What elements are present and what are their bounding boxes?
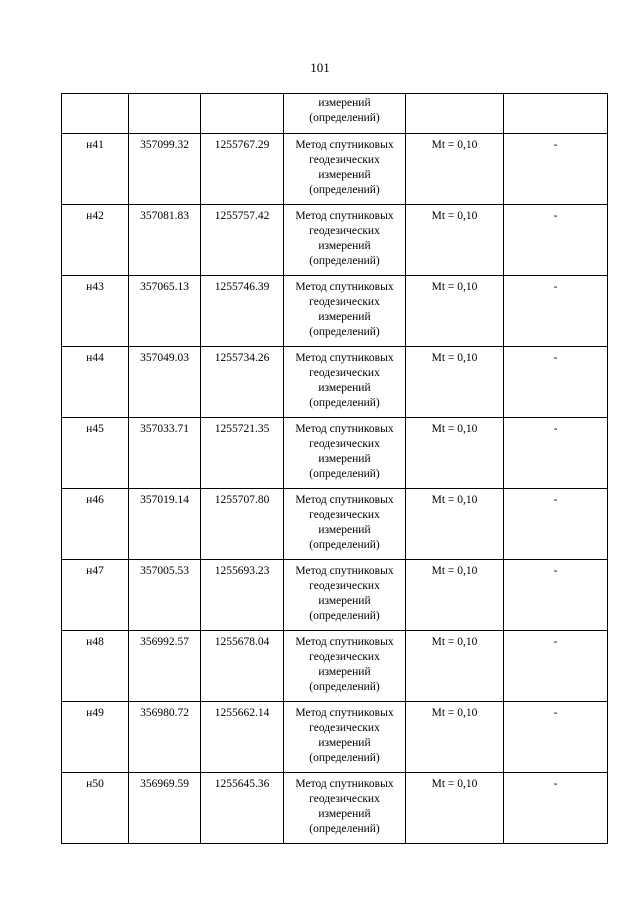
method-line: Метод спутниковых: [295, 139, 394, 151]
cell-x: 357065.13: [129, 276, 201, 347]
method-line: Метод спутниковых: [295, 494, 394, 506]
method-line: геодезических: [309, 367, 380, 379]
method-line: (определений): [309, 752, 380, 764]
method-line: измерений: [318, 169, 371, 181]
table-row: [62, 560, 608, 631]
cell-point: н43: [62, 276, 129, 347]
cell-point: н48: [62, 631, 129, 702]
cell-note: -: [504, 773, 608, 844]
table-row: [62, 134, 608, 205]
page-number: 101: [310, 60, 330, 75]
method-line: измерений: [318, 311, 371, 323]
cell-point: [62, 94, 129, 134]
method-line: измерений: [318, 453, 371, 465]
cell-method: [284, 631, 406, 702]
cell-accuracy: Mt = 0,10: [406, 205, 504, 276]
cell-y: 1255678.04: [201, 631, 284, 702]
method-line: (определений): [309, 184, 380, 196]
cell-x: 357033.71: [129, 418, 201, 489]
cell-method: [284, 560, 406, 631]
cell-y: 1255645.36: [201, 773, 284, 844]
cell-method: [284, 134, 406, 205]
cell-y: 1255757.42: [201, 205, 284, 276]
cell-y: [201, 94, 284, 134]
method-line: Метод спутниковых: [295, 636, 394, 648]
method-line: (определений): [309, 539, 380, 551]
method-line: геодезических: [309, 438, 380, 450]
method-line: Метод спутниковых: [295, 565, 394, 577]
method-line: (определений): [309, 326, 380, 338]
cell-accuracy: Mt = 0,10: [406, 560, 504, 631]
table-row: [62, 631, 608, 702]
cell-x: 356992.57: [129, 631, 201, 702]
cell-note: -: [504, 631, 608, 702]
cell-method: [284, 418, 406, 489]
cell-y: 1255693.23: [201, 560, 284, 631]
cell-accuracy: Mt = 0,10: [406, 702, 504, 773]
table-row: [62, 418, 608, 489]
cell-method: [284, 489, 406, 560]
cell-point: н47: [62, 560, 129, 631]
method-line: (определений): [309, 823, 380, 835]
cell-point: н46: [62, 489, 129, 560]
cell-note: -: [504, 276, 608, 347]
method-line: (определений): [309, 610, 380, 622]
cell-point: н41: [62, 134, 129, 205]
method-line: геодезических: [309, 225, 380, 237]
cell-note: -: [504, 347, 608, 418]
cell-y: 1255746.39: [201, 276, 284, 347]
cell-accuracy: Mt = 0,10: [406, 347, 504, 418]
cell-accuracy: Mt = 0,10: [406, 631, 504, 702]
cell-point: н44: [62, 347, 129, 418]
table-row: [62, 773, 608, 844]
cell-y: 1255721.35: [201, 418, 284, 489]
coordinates-table: [61, 93, 608, 844]
method-line: измерений: [318, 666, 371, 678]
cell-y: 1255734.26: [201, 347, 284, 418]
method-line: измерений: [318, 737, 371, 749]
cell-accuracy: Mt = 0,10: [406, 276, 504, 347]
method-line: измерений: [318, 240, 371, 252]
cell-method: [284, 205, 406, 276]
cell-note: -: [504, 560, 608, 631]
method-line: (определений): [309, 397, 380, 409]
method-line: геодезических: [309, 509, 380, 521]
cell-method: [284, 773, 406, 844]
cell-x: 356969.59: [129, 773, 201, 844]
table-row: [62, 347, 608, 418]
cell-method: [284, 702, 406, 773]
cell-x: 356980.72: [129, 702, 201, 773]
cell-point: н45: [62, 418, 129, 489]
cell-accuracy: Mt = 0,10: [406, 489, 504, 560]
method-line: геодезических: [309, 722, 380, 734]
table-row-continued: [62, 94, 608, 134]
method-line: геодезических: [309, 580, 380, 592]
cell-x: [129, 94, 201, 134]
method-line: Метод спутниковых: [295, 352, 394, 364]
method-line: измерений: [318, 808, 371, 820]
cell-x: 357019.14: [129, 489, 201, 560]
cell-note: -: [504, 702, 608, 773]
method-line: Метод спутниковых: [295, 281, 394, 293]
cell-point: н49: [62, 702, 129, 773]
cell-accuracy: Mt = 0,10: [406, 773, 504, 844]
method-line: измерений: [318, 595, 371, 607]
cell-y: 1255707.80: [201, 489, 284, 560]
method-line: (определений): [309, 468, 380, 480]
method-line: (определений): [309, 112, 380, 124]
method-line: Метод спутниковых: [295, 423, 394, 435]
table-row: [62, 276, 608, 347]
method-line: измерений: [318, 382, 371, 394]
table-row: [62, 489, 608, 560]
method-line: измерений: [318, 524, 371, 536]
table-row: [62, 205, 608, 276]
cell-note: [504, 94, 608, 134]
method-line: (определений): [309, 255, 380, 267]
cell-note: -: [504, 134, 608, 205]
cell-x: 357049.03: [129, 347, 201, 418]
cell-y: 1255767.29: [201, 134, 284, 205]
method-line: измерений: [318, 97, 371, 109]
cell-accuracy: Mt = 0,10: [406, 418, 504, 489]
method-line: геодезических: [309, 154, 380, 166]
method-line: геодезических: [309, 651, 380, 663]
method-line: геодезических: [309, 296, 380, 308]
method-line: Метод спутниковых: [295, 210, 394, 222]
cell-accuracy: Mt = 0,10: [406, 134, 504, 205]
cell-note: -: [504, 418, 608, 489]
method-line: Метод спутниковых: [295, 707, 394, 719]
cell-y: 1255662.14: [201, 702, 284, 773]
cell-x: 357099.32: [129, 134, 201, 205]
cell-x: 357005.53: [129, 560, 201, 631]
cell-method: [284, 94, 406, 134]
table-row: [62, 702, 608, 773]
cell-note: -: [504, 489, 608, 560]
method-line: геодезических: [309, 793, 380, 805]
cell-method: [284, 276, 406, 347]
method-line: (определений): [309, 681, 380, 693]
cell-note: -: [504, 205, 608, 276]
method-line: Метод спутниковых: [295, 778, 394, 790]
coordinates-table-body: [62, 94, 608, 844]
cell-accuracy: [406, 94, 504, 134]
cell-point: н42: [62, 205, 129, 276]
cell-point: н50: [62, 773, 129, 844]
cell-method: [284, 347, 406, 418]
cell-x: 357081.83: [129, 205, 201, 276]
